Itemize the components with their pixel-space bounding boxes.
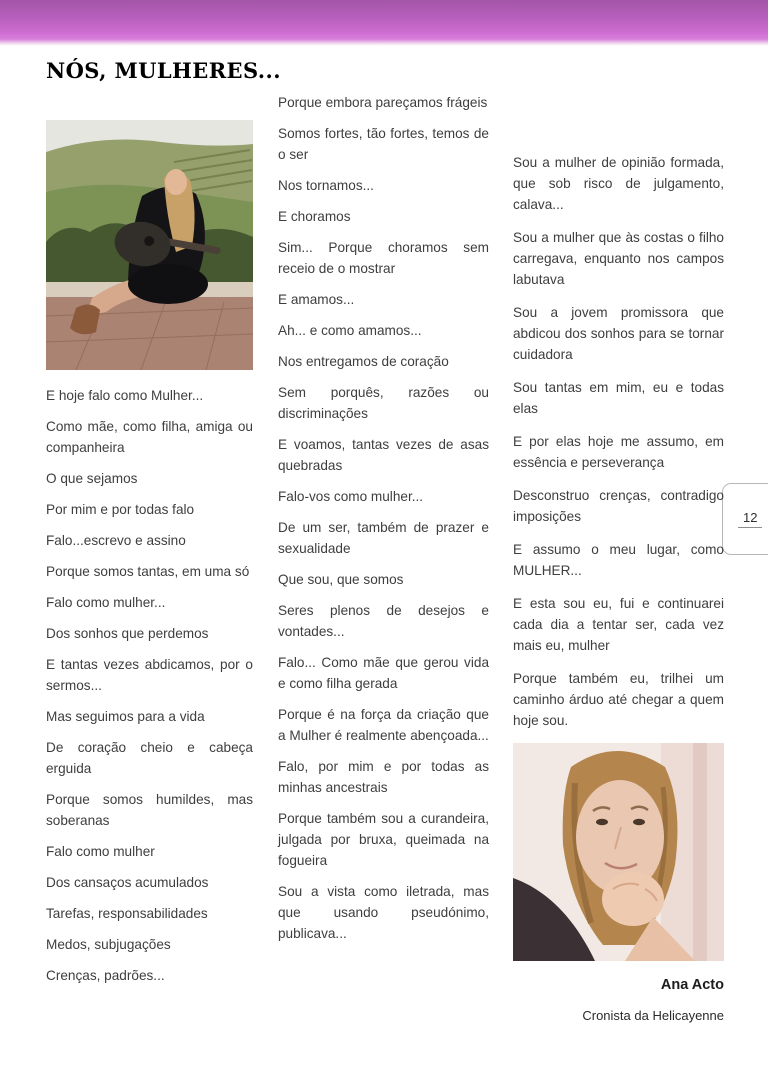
- poem-line: Sou a jovem promissora que abdicou dos sonhos para se tornar cuidadora: [513, 305, 724, 362]
- poem-column-3-text: [513, 152, 724, 731]
- page-title: NÓS, MULHERES...: [46, 58, 281, 83]
- poem-line: Somos fortes, tão fortes, temos de o ser: [278, 126, 489, 162]
- poem-line: E choramos: [278, 209, 351, 224]
- poem-line: Porque somos humildes, mas soberanas: [46, 792, 253, 828]
- poem-line: Sou a mulher de opinião formada, que sob risco de julgamento, calava...: [513, 155, 724, 212]
- poem-line: Sem porquês, razões ou discriminações: [278, 385, 489, 421]
- poem-line: Ah... e como amamos...: [278, 323, 422, 338]
- author-name: Ana Acto: [660, 977, 724, 993]
- poem-line: Desconstruo crenças, contradigo imposições: [513, 488, 724, 524]
- poem-line: Nos entregamos de coração: [278, 354, 449, 369]
- poem-line: Porque é na força da criação que a Mulher é realmente abençoada...: [278, 707, 489, 743]
- poem-line: De um ser, também de prazer e sexualidade: [278, 520, 489, 556]
- poem-line: Que sou, que somos: [278, 572, 404, 587]
- photo-ana-acto-portrait: [513, 743, 724, 961]
- author-role: Cronista da Helicayenne: [582, 1008, 724, 1023]
- poem-line: Porque somos tantas, em uma só: [46, 564, 250, 579]
- poem-line: O que sejamos: [46, 471, 138, 486]
- poem-column-1-text: [46, 385, 253, 986]
- poem-column-2: [278, 92, 489, 954]
- poem-line: Falo, por mim e por todas as minhas ancestrais: [278, 759, 489, 795]
- poem-line: De coração cheio e cabeça erguida: [46, 740, 253, 776]
- header-gradient-bar: [0, 0, 768, 46]
- page-number-tab: [722, 483, 768, 555]
- poem-line: E amamos...: [278, 292, 355, 307]
- poem-line: E tantas vezes abdicamos, por o sermos...: [46, 657, 253, 693]
- poem-line: Falo... Como mãe que gerou vida e como filha gerada: [278, 655, 489, 691]
- poem-line: Sou a mulher que às costas o filho carregava, enquanto nos campos labutava: [513, 230, 724, 287]
- poem-line: E assumo o meu lugar, como MULHER...: [513, 542, 724, 578]
- poem-line: Seres plenos de desejos e vontades...: [278, 603, 489, 639]
- poem-line: Falo como mulher: [46, 844, 155, 859]
- poem-line: Porque também sou a curandeira, julgada por bruxa, queimada na fogueira: [278, 811, 489, 868]
- poem-line: Dos cansaços acumulados: [46, 875, 209, 890]
- page-number: 12: [738, 510, 762, 528]
- poem-column-3: [513, 152, 724, 1023]
- poem-line: Crenças, padrões...: [46, 968, 165, 983]
- poem-line: Tarefas, responsabilidades: [46, 906, 208, 921]
- poem-line: Falo...escrevo e assino: [46, 533, 186, 548]
- poem-line: E esta sou eu, fui e continuarei cada dia a tentar ser, cada vez mais eu, mulher: [513, 596, 724, 653]
- poem-line: Medos, subjugações: [46, 937, 171, 952]
- poem-line: Dos sonhos que perdemos: [46, 626, 209, 641]
- poem-line: Sou tantas em mim, eu e todas elas: [513, 380, 724, 416]
- poem-line: Porque embora pareçamos frágeis: [278, 95, 488, 110]
- poem-line: Como mãe, como filha, amiga ou companheira: [46, 419, 253, 455]
- poem-line: E por elas hoje me assumo, em essência e perseverança: [513, 434, 724, 470]
- poem-line: Mas seguimos para a vida: [46, 709, 205, 724]
- poem-line: Sou a vista como iletrada, mas que usando pseudónimo, publicava...: [278, 884, 489, 941]
- poem-line: Por mim e por todas falo: [46, 502, 195, 517]
- poem-line: Nos tornamos...: [278, 178, 374, 193]
- poem-line: Falo-vos como mulher...: [278, 489, 424, 504]
- poem-line: Falo como mulher...: [46, 595, 166, 610]
- poem-line: Sim... Porque choramos sem receio de o mostrar: [278, 240, 489, 276]
- poem-column-2-text: [278, 92, 489, 944]
- photo-woman-playing-guitar: [46, 120, 253, 370]
- poem-column-1: [46, 120, 253, 996]
- poem-line: Porque também eu, trilhei um caminho árduo até chegar a quem hoje sou.: [513, 671, 724, 728]
- poem-line: E hoje falo como Mulher...: [46, 388, 204, 403]
- poem-line: E voamos, tantas vezes de asas quebradas: [278, 437, 489, 473]
